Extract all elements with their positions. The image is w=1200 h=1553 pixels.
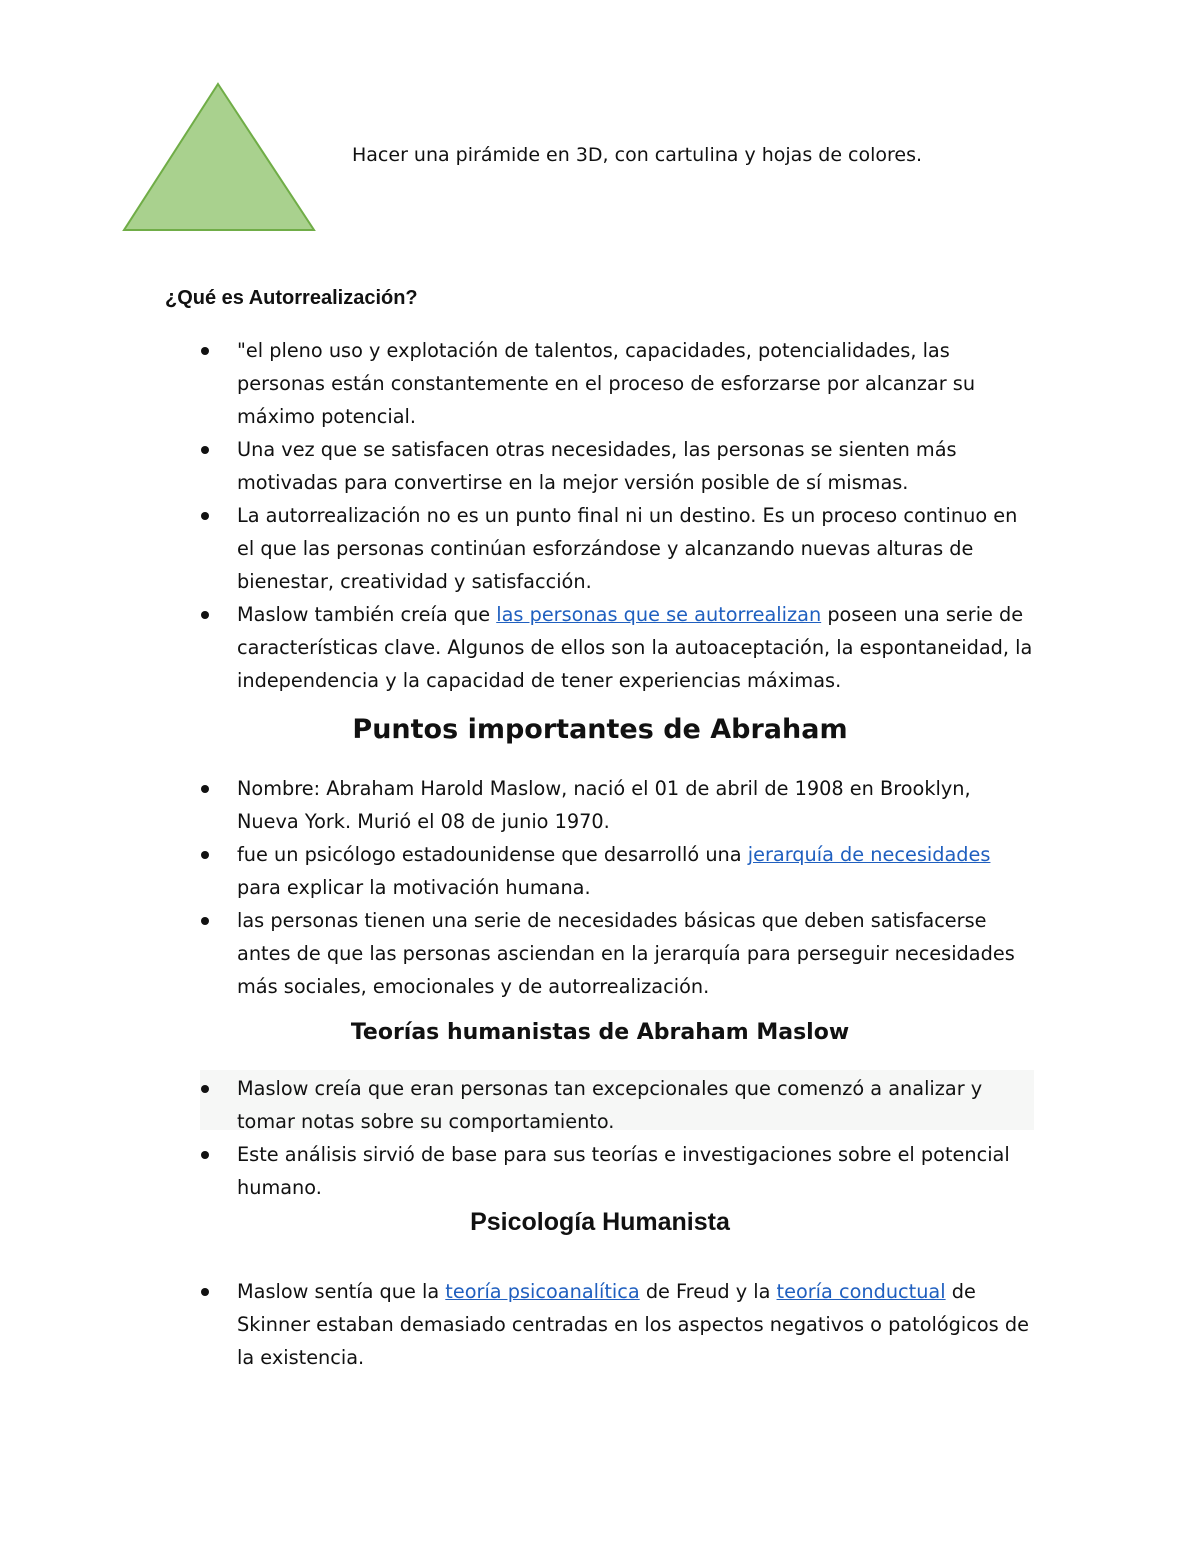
autorrealizacion-list <box>0 334 1200 697</box>
link-teoria-conductual[interactable]: teoría conductual <box>776 1280 946 1303</box>
list-item: Maslow creía que eran personas tan excepcionales que comenzó a analizar y tomar notas sobre su comportamiento. <box>0 1072 1037 1138</box>
link-teoria-psicoanalitica[interactable]: teoría psicoanalítica <box>445 1280 640 1303</box>
heading-puntos-importantes: Puntos importantes de Abraham <box>352 714 848 745</box>
heading-teorias-humanistas: Teorías humanistas de Abraham Maslow <box>350 1020 850 1045</box>
green-triangle-shape <box>120 82 316 232</box>
list-item: Una vez que se satisfacen otras necesidades, las personas se sienten más motivadas para convertirse en la mejor versión posible de sí mismas. <box>0 433 1037 499</box>
heading-autorrealizacion: ¿Qué es Autorrealización? <box>165 287 418 309</box>
list-item: "el pleno uso y explotación de talentos, capacidades, potencialidades, las personas están constantemente en el proceso de esforzarse por alcanzar su máximo potencial. <box>0 334 1037 433</box>
heading-psicologia-humanista: Psicología Humanista <box>470 1208 730 1236</box>
list-item: Maslow sentía que la teoría psicoanalítica de Freud y la teoría conductual de Skinner estaban demasiado centradas en los aspectos negativos o patológicos de la existencia. <box>0 1275 1037 1374</box>
link-personas-autorrealizan[interactable]: las personas que se autorrealizan <box>496 603 822 626</box>
list-item: las personas tienen una serie de necesidades básicas que deben satisfacerse antes de que las personas asciendan en la jerarquía para perseguir necesidades más sociales, emocionales y de autorrealización. <box>0 904 1037 1003</box>
link-jerarquia-necesidades[interactable]: jerarquía de necesidades <box>747 843 991 866</box>
list-item: Este análisis sirvió de base para sus teorías e investigaciones sobre el potencial humano. <box>0 1138 1037 1204</box>
list-item: Nombre: Abraham Harold Maslow, nació el 01 de abril de 1908 en Brooklyn, Nueva York. Murió el 08 de junio 1970. <box>0 772 1037 838</box>
list-item: La autorrealización no es un punto final ni un destino. Es un proceso continuo en el que las personas continúan esforzándose y alcanzando nuevas alturas de bienestar, creatividad y satisfacción. <box>0 499 1037 598</box>
list-item: Maslow también creía que las personas que se autorrealizan poseen una serie de características clave. Algunos de ellos son la autoaceptación, la espontaneidad, la independencia y la capacidad de tener experiencias máximas. <box>0 598 1037 697</box>
intro-instruction: Hacer una pirámide en 3D, con cartulina y hojas de colores. <box>352 144 923 166</box>
psicologia-list <box>0 1275 1200 1374</box>
list-item: fue un psicólogo estadounidense que desarrolló una jerarquía de necesidades para explicar la motivación humana. <box>0 838 1037 904</box>
puntos-list <box>0 772 1200 1003</box>
teorias-list <box>0 1072 1200 1204</box>
